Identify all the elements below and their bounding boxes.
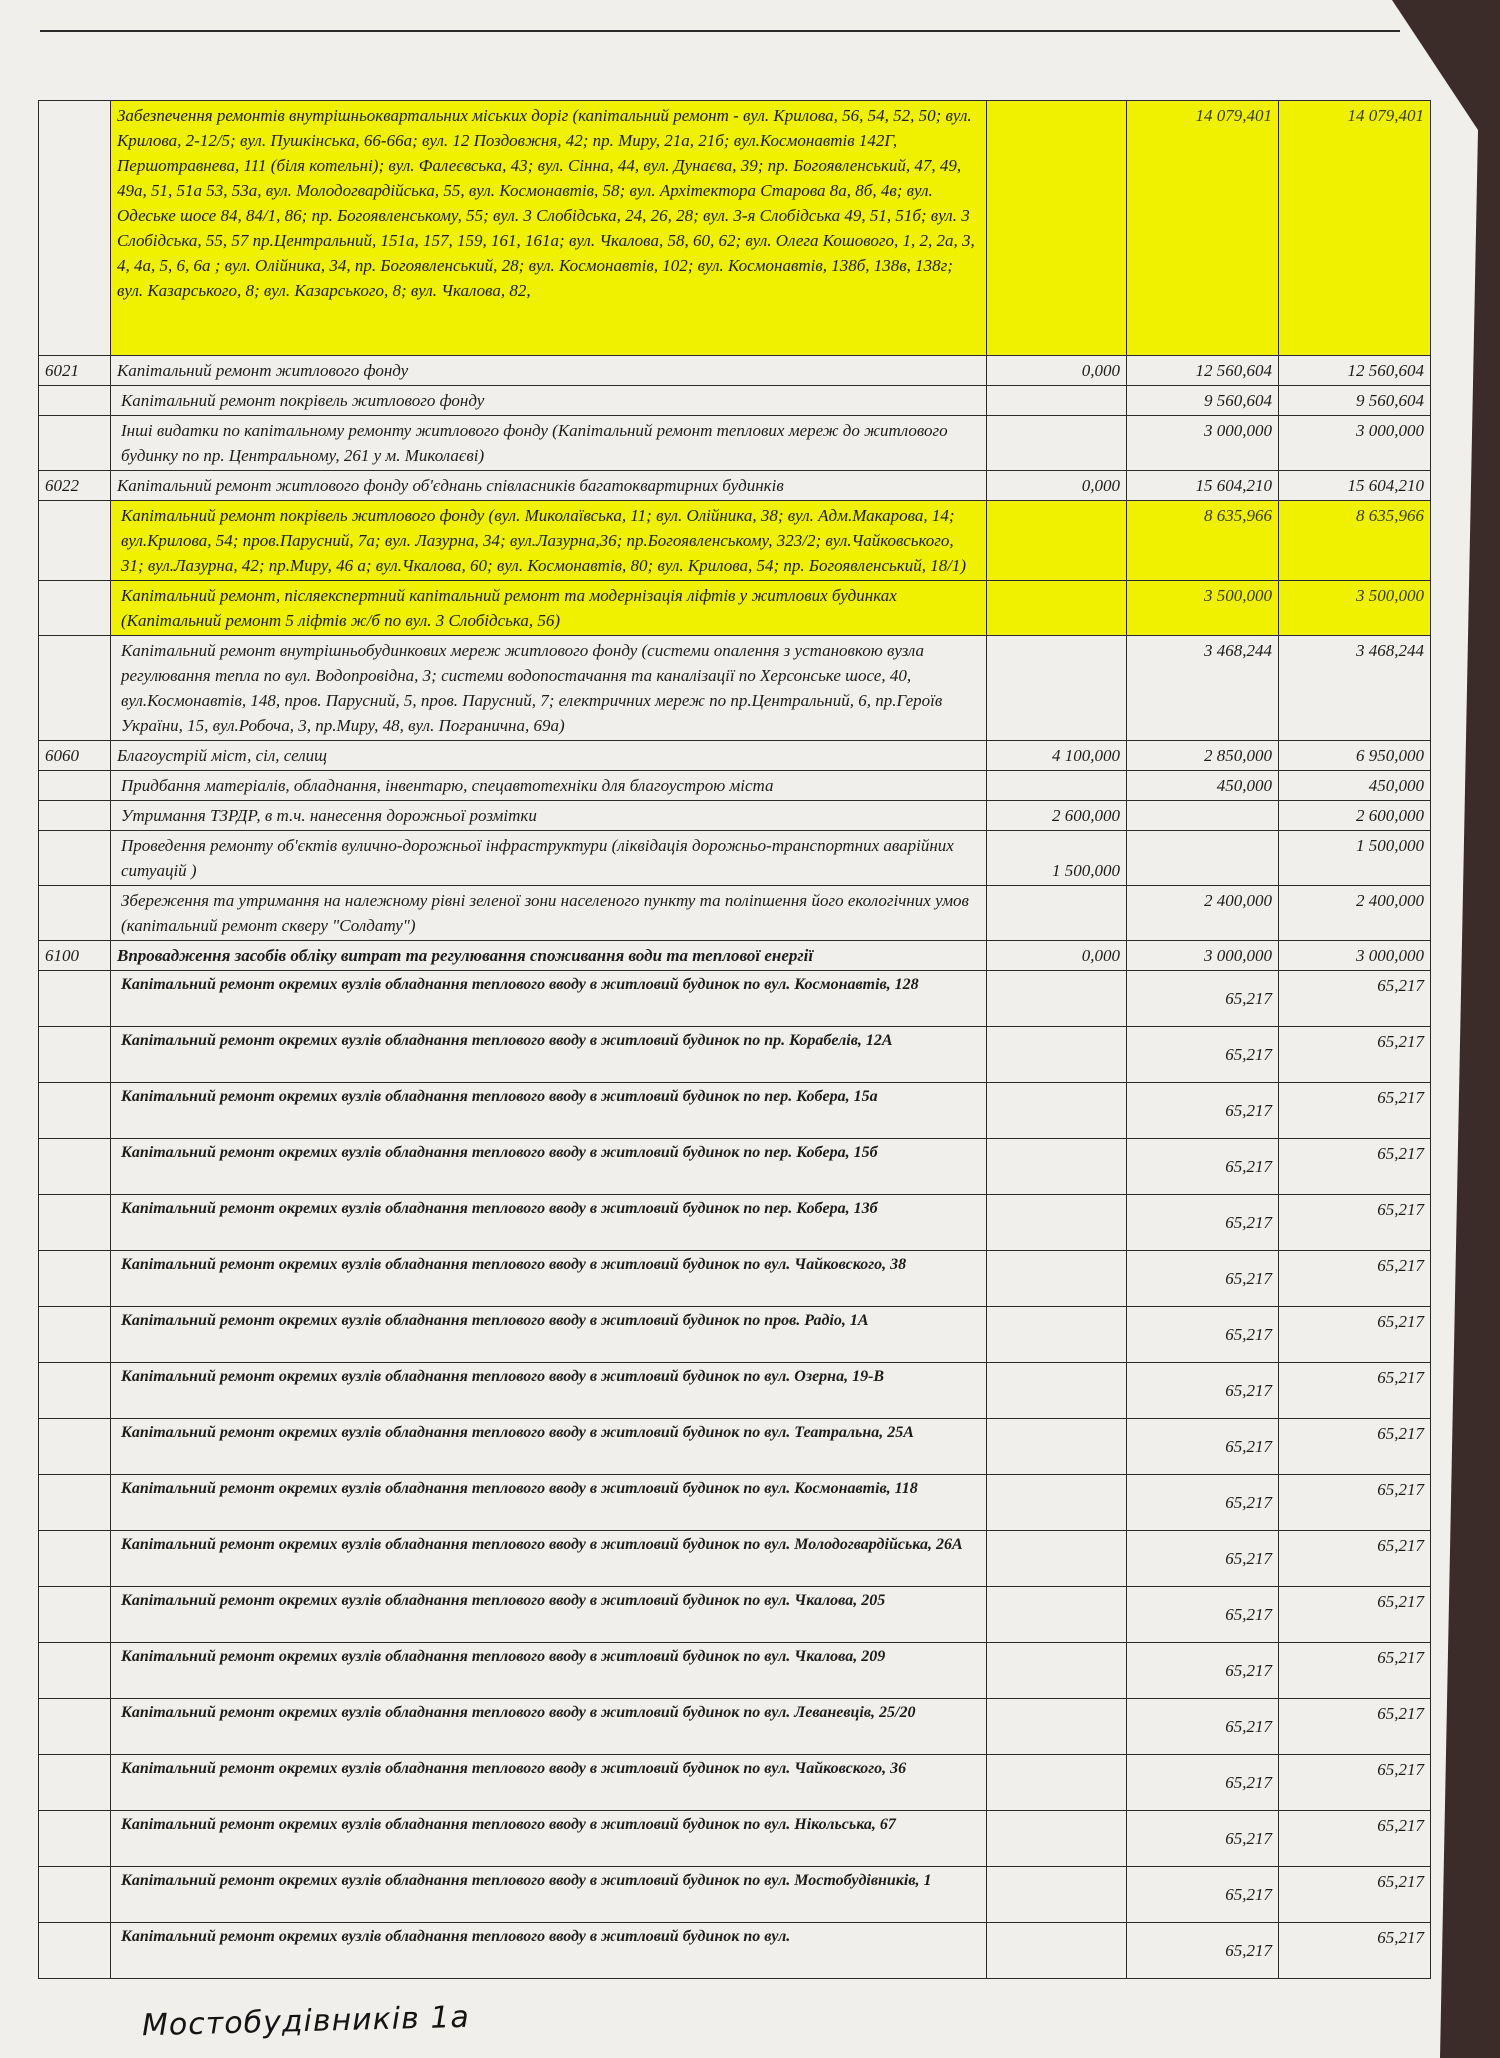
budget-table [38, 100, 1431, 1979]
heat-unit-row [39, 1531, 1431, 1587]
budget-code [39, 971, 111, 1027]
amount-col3: 15 604,210 [1127, 471, 1279, 501]
amount-col2 [987, 1867, 1127, 1923]
amount-col3: 2 400,000 [1127, 886, 1279, 941]
amount-col2 [987, 501, 1127, 581]
amount-col4: 65,217 [1279, 971, 1431, 1027]
table-row [39, 636, 1431, 741]
amount-col2 [987, 1587, 1127, 1643]
amount-col3: 2 850,000 [1127, 741, 1279, 771]
amount-col4: 2 600,000 [1279, 801, 1431, 831]
amount-col2 [987, 416, 1127, 471]
row-description: Капітальний ремонт окремих вузлів обладнання теплового вводу в житловий будинок по вул. Космонавтів, 128 [111, 971, 987, 1027]
amount-col4: 65,217 [1279, 1027, 1431, 1083]
amount-col2: 2 600,000 [987, 801, 1127, 831]
row-description: Придбання матеріалів, обладнання, інвентарю, спецавтотехніки для благоустрою міста [111, 771, 987, 801]
amount-col2 [987, 636, 1127, 741]
amount-col3: 3 500,000 [1127, 581, 1279, 636]
row-description: Капітальний ремонт житлового фонду [111, 356, 987, 386]
amount-col4: 65,217 [1279, 1363, 1431, 1419]
budget-code [39, 501, 111, 581]
amount-col3: 65,217 [1127, 1643, 1279, 1699]
row-description: Капітальний ремонт покрівель житлового фонду (вул. Миколаївська, 11; вул. Олійника, 38; вул. Адм.Макарова, 14; вул.Крилова, 54; пров.Парусний, 7а; вул. Лазурна, 34; вул.Лазурна,36; пр.Богоявленському, 323/2; вул.Чайковського, 31; вул.Лазурна, 42; пр.Миру, 46 а; вул.Чкалова, 60; вул. Космонавтів, 80; вул. Крилова, 54; пр. Богоявленський, 18/1) [111, 501, 987, 581]
budget-code [39, 1755, 111, 1811]
amount-col2 [987, 1251, 1127, 1307]
amount-col2 [987, 1419, 1127, 1475]
amount-col3: 65,217 [1127, 1531, 1279, 1587]
row-description: Капітальний ремонт, післяекспертний капітальний ремонт та модернізація ліфтів у житлових будинках (Капітальний ремонт 5 ліфтів ж/б по вул. 3 Слобідська, 56) [111, 581, 987, 636]
table-row [39, 831, 1431, 886]
row-description: Капітальний ремонт покрівель житлового фонду [111, 386, 987, 416]
heat-unit-row [39, 1419, 1431, 1475]
amount-col2 [987, 1363, 1127, 1419]
heat-unit-row [39, 1027, 1431, 1083]
amount-col2 [987, 101, 1127, 356]
amount-col4: 8 635,966 [1279, 501, 1431, 581]
row-description: Капітальний ремонт окремих вузлів обладнання теплового вводу в житловий будинок по вул. Мостобудівників, 1 [111, 1867, 987, 1923]
budget-code: 6060 [39, 741, 111, 771]
heat-unit-row [39, 1699, 1431, 1755]
amount-col3: 65,217 [1127, 1251, 1279, 1307]
row-description: Капітальний ремонт внутрішньобудинкових мереж житлового фонду (системи опалення з установкою вузла регулювання тепла по вул. Водопровідна, 3; системи водопостачання та каналізації по Херсонське шосе, 40, вул.Космонавтів, 148, пров. Парусний, 5, пров. Парусний, 7; електричних мереж по пр.Центральний, 6, пр.Героїв України, 15, вул.Робоча, 3, пр.Миру, 48, вул. Погранична, 69а) [111, 636, 987, 741]
table-row [39, 771, 1431, 801]
budget-code [39, 1419, 111, 1475]
amount-col4: 9 560,604 [1279, 386, 1431, 416]
heat-unit-row [39, 1755, 1431, 1811]
amount-col2 [987, 1139, 1127, 1195]
row-description: Капітальний ремонт окремих вузлів обладнання теплового вводу в житловий будинок по вул. Чайковского, 38 [111, 1251, 987, 1307]
amount-col4: 3 000,000 [1279, 416, 1431, 471]
amount-col2: 1 500,000 [987, 831, 1127, 886]
table-row [39, 471, 1431, 501]
budget-code [39, 771, 111, 801]
amount-col3: 65,217 [1127, 1307, 1279, 1363]
row-description: Капітальний ремонт окремих вузлів обладнання теплового вводу в житловий будинок по вул. Молодогвардійська, 26А [111, 1531, 987, 1587]
row-description: Капітальний ремонт окремих вузлів обладнання теплового вводу в житловий будинок по вул. Чайковского, 36 [111, 1755, 987, 1811]
amount-col3: 14 079,401 [1127, 101, 1279, 356]
amount-col3: 65,217 [1127, 1755, 1279, 1811]
budget-code [39, 886, 111, 941]
amount-col2 [987, 1027, 1127, 1083]
budget-code [39, 581, 111, 636]
amount-col3: 65,217 [1127, 1139, 1279, 1195]
budget-code [39, 1531, 111, 1587]
amount-col3: 65,217 [1127, 1867, 1279, 1923]
amount-col3: 3 468,244 [1127, 636, 1279, 741]
amount-col2 [987, 1083, 1127, 1139]
row-description: Капітальний ремонт окремих вузлів обладнання теплового вводу в житловий будинок по пер. Кобера, 15а [111, 1083, 987, 1139]
budget-code [39, 1699, 111, 1755]
amount-col4: 65,217 [1279, 1083, 1431, 1139]
amount-col4: 65,217 [1279, 1139, 1431, 1195]
table-row [39, 386, 1431, 416]
amount-col2 [987, 581, 1127, 636]
amount-col3: 3 000,000 [1127, 416, 1279, 471]
amount-col3 [1127, 801, 1279, 831]
budget-code [39, 101, 111, 356]
amount-col3: 12 560,604 [1127, 356, 1279, 386]
table-row [39, 741, 1431, 771]
heat-unit-row [39, 1195, 1431, 1251]
amount-col4: 65,217 [1279, 1811, 1431, 1867]
heat-unit-row [39, 1363, 1431, 1419]
amount-col4: 3 000,000 [1279, 941, 1431, 971]
amount-col4: 12 560,604 [1279, 356, 1431, 386]
amount-col4: 65,217 [1279, 1419, 1431, 1475]
top-rule [40, 30, 1400, 32]
row-description: Капітальний ремонт окремих вузлів обладнання теплового вводу в житловий будинок по вул. Леваневців, 25/20 [111, 1699, 987, 1755]
amount-col2 [987, 886, 1127, 941]
budget-code [39, 1923, 111, 1979]
row-description: Капітальний ремонт житлового фонду об'єднань співласників багатоквартирних будинків [111, 471, 987, 501]
amount-col3 [1127, 831, 1279, 886]
table-row [39, 941, 1431, 971]
amount-col4: 65,217 [1279, 1251, 1431, 1307]
table-row [39, 416, 1431, 471]
row-description: Збереження та утримання на належному рівні зеленої зони населеного пункту та поліпшення його екологічних умов (капітальний ремонт скверу "Солдату") [111, 886, 987, 941]
budget-code [39, 1307, 111, 1363]
amount-col4: 6 950,000 [1279, 741, 1431, 771]
amount-col3: 65,217 [1127, 1811, 1279, 1867]
budget-code [39, 1251, 111, 1307]
budget-code [39, 1195, 111, 1251]
heat-unit-row [39, 1811, 1431, 1867]
row-description: Капітальний ремонт окремих вузлів обладнання теплового вводу в житловий будинок по вул. Театральна, 25А [111, 1419, 987, 1475]
row-description: Капітальний ремонт окремих вузлів обладнання теплового вводу в житловий будинок по вул. Озерна, 19-В [111, 1363, 987, 1419]
amount-col2: 0,000 [987, 471, 1127, 501]
amount-col4: 65,217 [1279, 1195, 1431, 1251]
amount-col2: 0,000 [987, 356, 1127, 386]
heat-unit-row [39, 1083, 1431, 1139]
amount-col2 [987, 1195, 1127, 1251]
row-description: Впровадження засобів обліку витрат та регулювання споживання води та теплової енергії [111, 941, 987, 971]
amount-col2 [987, 771, 1127, 801]
budget-code [39, 416, 111, 471]
table-row [39, 101, 1431, 356]
budget-code [39, 1587, 111, 1643]
amount-col4: 65,217 [1279, 1699, 1431, 1755]
heat-unit-row [39, 1923, 1431, 1979]
amount-col4: 65,217 [1279, 1923, 1431, 1979]
heat-unit-row [39, 1251, 1431, 1307]
amount-col3: 3 000,000 [1127, 941, 1279, 971]
amount-col3: 65,217 [1127, 971, 1279, 1027]
amount-col2 [987, 1475, 1127, 1531]
amount-col3: 65,217 [1127, 1923, 1279, 1979]
amount-col2 [987, 971, 1127, 1027]
heat-unit-row [39, 971, 1431, 1027]
amount-col2 [987, 1531, 1127, 1587]
amount-col2: 0,000 [987, 941, 1127, 971]
heat-unit-row [39, 1587, 1431, 1643]
budget-code: 6100 [39, 941, 111, 971]
table-row [39, 581, 1431, 636]
row-description: Утримання ТЗРДР, в т.ч. нанесення дорожньої розмітки [111, 801, 987, 831]
amount-col4: 1 500,000 [1279, 831, 1431, 886]
budget-code [39, 1811, 111, 1867]
row-description: Проведення ремонту об'єктів вулично-дорожньої інфраструктури (ліквідація дорожньо-транспортних аварійних ситуацій ) [111, 831, 987, 886]
amount-col2: 4 100,000 [987, 741, 1127, 771]
amount-col2 [987, 1699, 1127, 1755]
amount-col4: 65,217 [1279, 1755, 1431, 1811]
budget-code [39, 636, 111, 741]
budget-code [39, 831, 111, 886]
amount-col3: 65,217 [1127, 1363, 1279, 1419]
row-description: Капітальний ремонт окремих вузлів обладнання теплового вводу в житловий будинок по пров. Радіо, 1А [111, 1307, 987, 1363]
table-row [39, 801, 1431, 831]
budget-code [39, 801, 111, 831]
amount-col3: 65,217 [1127, 1587, 1279, 1643]
amount-col3: 8 635,966 [1127, 501, 1279, 581]
amount-col2 [987, 1811, 1127, 1867]
heat-unit-row [39, 1867, 1431, 1923]
row-description: Капітальний ремонт окремих вузлів обладнання теплового вводу в житловий будинок по пер. Кобера, 13б [111, 1195, 987, 1251]
row-description: Інші видатки по капітальному ремонту житлового фонду (Капітальний ремонт теплових мереж до житлового будинку по пр. Центральному, 261 у м. Миколаєві) [111, 416, 987, 471]
amount-col4: 65,217 [1279, 1307, 1431, 1363]
amount-col4: 65,217 [1279, 1867, 1431, 1923]
amount-col3: 65,217 [1127, 1699, 1279, 1755]
row-description: Капітальний ремонт окремих вузлів обладнання теплового вводу в житловий будинок по вул. Чкалова, 209 [111, 1643, 987, 1699]
amount-col2 [987, 1643, 1127, 1699]
budget-code [39, 1867, 111, 1923]
table-row [39, 501, 1431, 581]
amount-col3: 65,217 [1127, 1475, 1279, 1531]
table-row [39, 886, 1431, 941]
row-description: Капітальний ремонт окремих вузлів обладнання теплового вводу в житловий будинок по пр. Корабелів, 12А [111, 1027, 987, 1083]
amount-col4: 65,217 [1279, 1531, 1431, 1587]
table-row [39, 356, 1431, 386]
amount-col2 [987, 1755, 1127, 1811]
heat-unit-row [39, 1643, 1431, 1699]
row-description: Капітальний ремонт окремих вузлів обладнання теплового вводу в житловий будинок по вул. [111, 1923, 987, 1979]
amount-col3: 65,217 [1127, 1195, 1279, 1251]
amount-col4: 65,217 [1279, 1475, 1431, 1531]
amount-col4: 65,217 [1279, 1643, 1431, 1699]
row-description: Капітальний ремонт окремих вузлів обладнання теплового вводу в житловий будинок по вул. Космонавтів, 118 [111, 1475, 987, 1531]
budget-code [39, 1643, 111, 1699]
amount-col4: 14 079,401 [1279, 101, 1431, 356]
amount-col3: 9 560,604 [1127, 386, 1279, 416]
budget-code: 6021 [39, 356, 111, 386]
amount-col4: 3 468,244 [1279, 636, 1431, 741]
budget-code [39, 1027, 111, 1083]
amount-col4: 2 400,000 [1279, 886, 1431, 941]
amount-col2 [987, 386, 1127, 416]
heat-unit-row [39, 1307, 1431, 1363]
budget-code: 6022 [39, 471, 111, 501]
amount-col4: 65,217 [1279, 1587, 1431, 1643]
budget-code [39, 1475, 111, 1531]
amount-col2 [987, 1307, 1127, 1363]
amount-col4: 450,000 [1279, 771, 1431, 801]
amount-col2 [987, 1923, 1127, 1979]
row-description: Капітальний ремонт окремих вузлів обладнання теплового вводу в житловий будинок по вул. Чкалова, 205 [111, 1587, 987, 1643]
handwritten-note: Мостобудівників 1а [141, 1999, 471, 2044]
budget-code [39, 1083, 111, 1139]
row-description: Благоустрій міст, сіл, селищ [111, 741, 987, 771]
amount-col3: 65,217 [1127, 1419, 1279, 1475]
row-description: Капітальний ремонт окремих вузлів обладнання теплового вводу в житловий будинок по пер. Кобера, 15б [111, 1139, 987, 1195]
amount-col4: 3 500,000 [1279, 581, 1431, 636]
budget-code [39, 1139, 111, 1195]
amount-col3: 65,217 [1127, 1083, 1279, 1139]
budget-code [39, 1363, 111, 1419]
amount-col3: 450,000 [1127, 771, 1279, 801]
row-description: Капітальний ремонт окремих вузлів обладнання теплового вводу в житловий будинок по вул. Нікольська, 67 [111, 1811, 987, 1867]
row-description: Забезпечення ремонтів внутрішньоквартальних міських доріг (капітальний ремонт - вул. Крилова, 56, 54, 52, 50; вул. Крилова, 2-12/5; вул. Пушкінська, 66-66а; вул. 12 Поздовжня, 42; пр. Миру, 21а, 21б; вул.Космонавтів 142Г, Першотравнева, 111 (біля котельні); вул. Фалеєвська, 43; вул. Сінна, 44, вул. Дунаєва, 39; пр. Богоявленський, 47, 49, 49а, 51, 51а 53, 53а, вул. Молодогвардійська, 55, вул. Космонавтів, 58; вул. Архітектора Старова 8а, 8б, 4в; вул. Одеське шосе 84, 84/1, 86; пр. Богоявленському, 55; вул. 3 Слобідська, 24, 26, 28; вул. 3-я Слобідська 49, 51, 51б; вул. 3 Слобідська, 55, 57 пр.Центральний, 151а, 157, 159, 161, 161а; вул. Чкалова, 58, 60, 62; вул. Олега Кошового, 1, 2, 2а, 3, 4, 4а, 5, 6, 6а ; вул. Олійника, 34, пр. Богоявленський, 28; вул. Космонавтів, 102; вул. Космонавтів, 138б, 138в, 138г; вул. Казарського, 8; вул. Казарського, 8; вул. Чкалова, 82, [111, 101, 987, 356]
heat-unit-row [39, 1475, 1431, 1531]
heat-unit-row [39, 1139, 1431, 1195]
amount-col3: 65,217 [1127, 1027, 1279, 1083]
amount-col4: 15 604,210 [1279, 471, 1431, 501]
budget-code [39, 386, 111, 416]
